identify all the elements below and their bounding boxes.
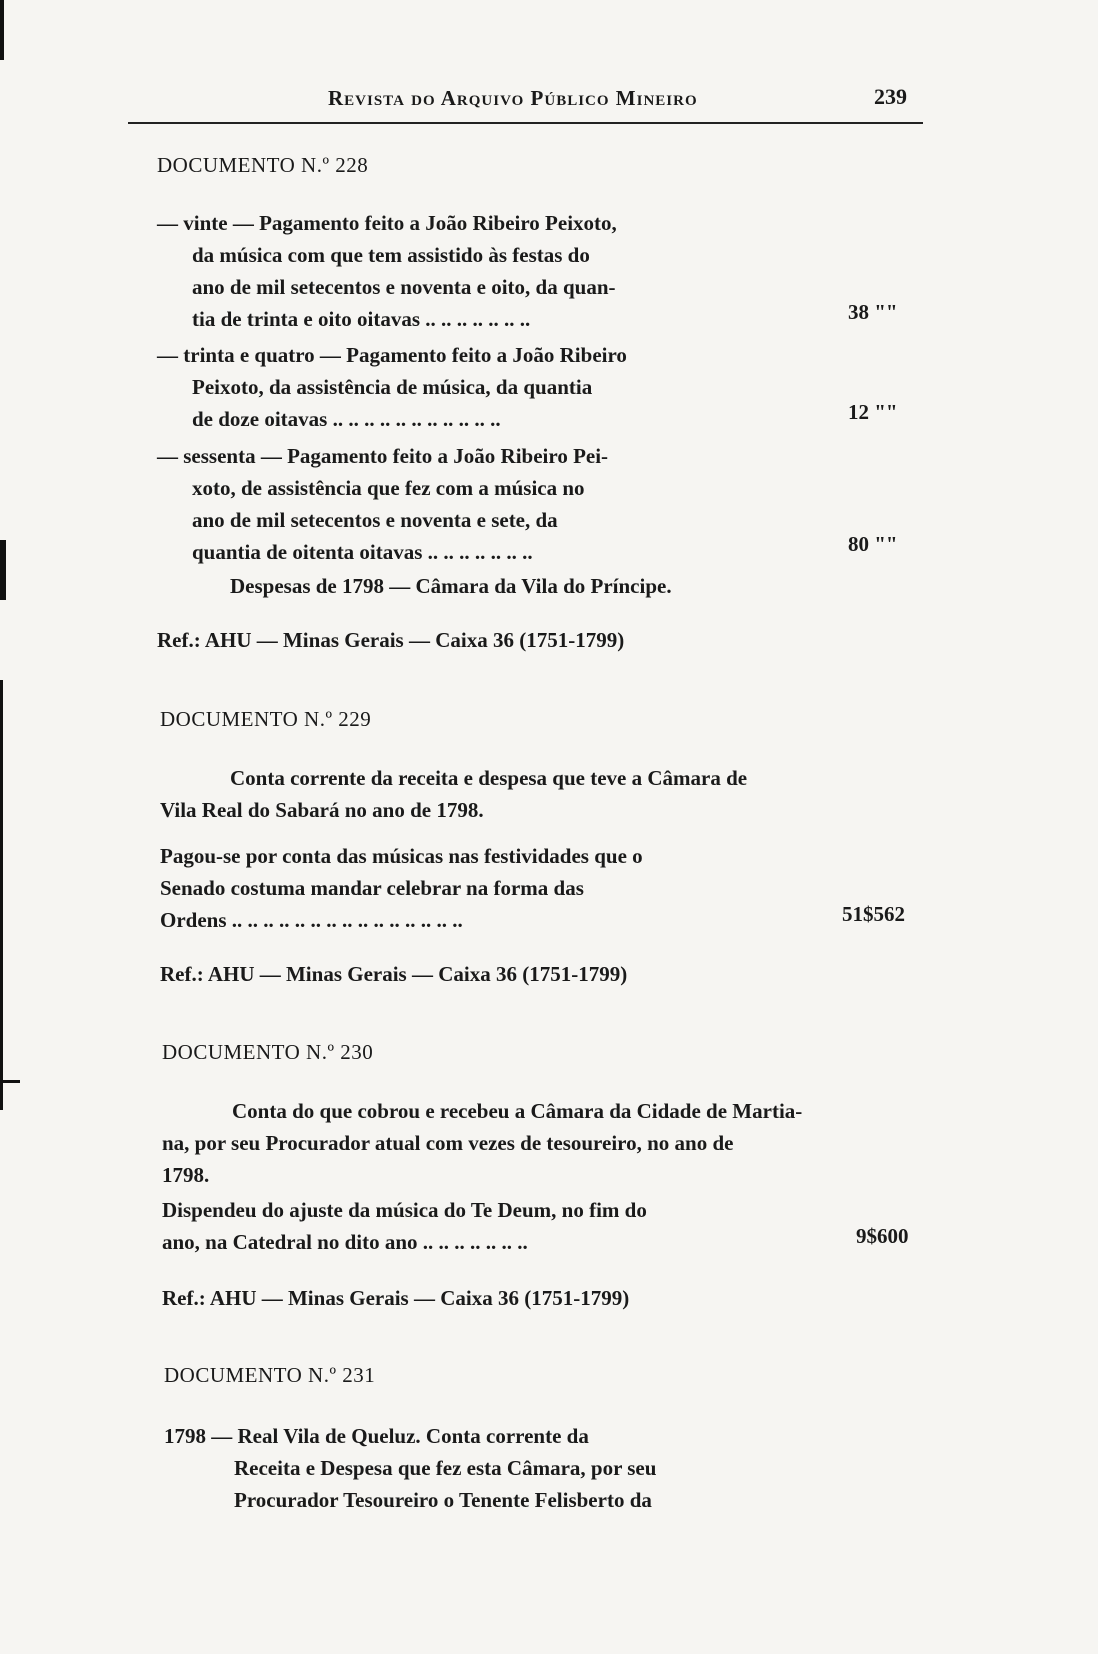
reference-line: Ref.: AHU — Minas Gerais — Caixa 36 (1751-1799) [160, 962, 628, 986]
intro-line: Vila Real do Sabará no ano de 1798. [160, 798, 484, 822]
page-number: 239 [874, 84, 907, 109]
reference-line: Ref.: AHU — Minas Gerais — Caixa 36 (1751-1799) [162, 1286, 630, 1310]
intro-line: na, por seu Procurador atual com vezes de tesoureiro, no ano de [162, 1131, 734, 1155]
entry-line: Senado costuma mandar celebrar na forma das [160, 876, 584, 900]
scan-edge-mark [0, 680, 3, 1110]
entry-amount: 80 "" [848, 532, 898, 556]
entry-amount: 38 "" [848, 300, 898, 324]
entry-amount: 12 "" [848, 400, 898, 424]
reference-line: Ref.: AHU — Minas Gerais — Caixa 36 (1751-1799) [157, 628, 625, 652]
entry-line: Procurador Tesoureiro o Tenente Felisberto da [234, 1488, 652, 1512]
entry-line: Receita e Despesa que fez esta Câmara, por seu [234, 1456, 657, 1480]
entry-line: — sessenta — Pagamento feito a João Ribeiro Pei- [157, 444, 609, 468]
entry-line: de doze oitavas .. .. .. .. .. .. .. .. .. .. .. [192, 407, 501, 431]
entry-line: ano, na Catedral no dito ano .. .. .. .. .. .. .. [162, 1230, 528, 1254]
entry-line: tia de trinta e oito oitavas .. .. .. .. .. .. .. [192, 307, 531, 331]
entry-line: Peixoto, da assistência de música, da quantia [192, 375, 593, 399]
scan-edge-mark [0, 0, 4, 60]
entry-line: 1798 — Real Vila de Queluz. Conta corrente da [164, 1424, 589, 1448]
entry-line: xoto, de assistência que fez com a música no [192, 476, 585, 500]
entry-line: ano de mil setecentos e noventa e sete, da [192, 508, 558, 532]
document-heading: DOCUMENTO N.º 229 [160, 707, 372, 731]
journal-title: Revista do Arquivo Público Mineiro [328, 86, 698, 110]
entry-line: Ordens .. .. .. .. .. .. .. .. .. .. .. .. .. .. .. [160, 908, 463, 932]
document-heading: DOCUMENTO N.º 231 [164, 1363, 376, 1387]
scan-edge-mark [0, 540, 6, 600]
entry-line: — vinte — Pagamento feito a João Ribeiro Peixoto, [157, 211, 617, 235]
running-header [128, 82, 923, 124]
entry-line: da música com que tem assistido às festas do [192, 243, 590, 267]
document-heading: DOCUMENTO N.º 230 [162, 1040, 374, 1064]
entry-line: Dispendeu do ajuste da música do Te Deum, no fim do [162, 1198, 647, 1222]
intro-line: 1798. [162, 1163, 210, 1187]
scan-edge-mark [0, 1080, 20, 1083]
document-heading: DOCUMENTO N.º 228 [157, 153, 369, 177]
entry-line: quantia de oitenta oitavas .. .. .. .. .. .. .. [192, 540, 533, 564]
entry-line: ano de mil setecentos e noventa e oito, da quan- [192, 275, 616, 299]
intro-line: Conta do que cobrou e recebeu a Câmara da Cidade de Martia- [232, 1099, 803, 1123]
entry-amount: 51$562 [842, 902, 905, 926]
entry-line: — trinta e quatro — Pagamento feito a João Ribeiro [157, 343, 627, 367]
intro-line: Conta corrente da receita e despesa que teve a Câmara de [230, 766, 748, 790]
entry-line: Pagou-se por conta das músicas nas festividades que o [160, 844, 643, 868]
document-footer: Despesas de 1798 — Câmara da Vila do Príncipe. [230, 574, 672, 598]
entry-amount: 9$600 [856, 1224, 909, 1248]
